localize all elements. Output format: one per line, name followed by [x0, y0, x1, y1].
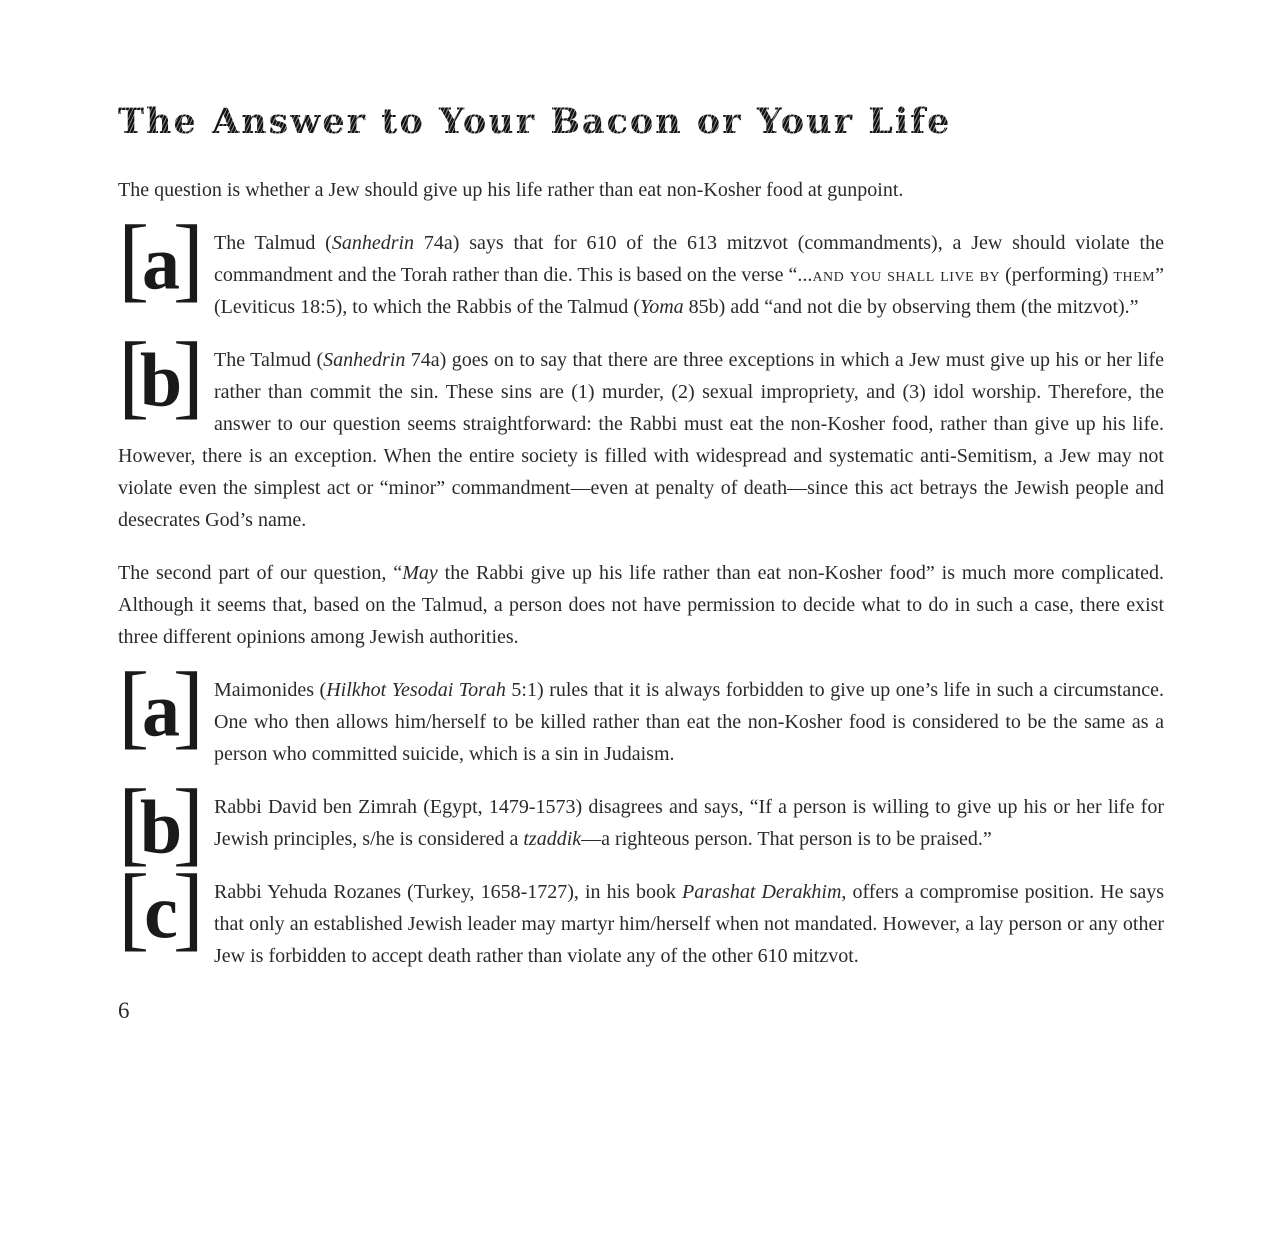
text-segment: 74a) goes on to say that there are three exceptions in which a Jew must give up his or her life rather than commit the sin. These sins are (1) murder, (2) sexual impropriety, and (3) idol worship. Therefore, the answer to our question seems straightforward: the Rabbi must eat the non-Kosher food, rather than give up his life. However, there is an exception. When the entire society is filled with widespread and systematic anti-Semitism, a Jew may not violate even the simplest act or “minor” commandment—even at penalty of death—since this act betrays the Jewish people and desecrates God’s name.: [118, 349, 1165, 532]
dropcap-b: [118, 785, 204, 870]
text-segment-i: Hilkhot Yesodai Torah: [326, 679, 506, 702]
text-segment-i: Sanhedrin: [323, 349, 406, 372]
dropcap-b: [118, 338, 204, 423]
text-segment: —a righteous person. That person is to be praised.”: [581, 828, 992, 851]
text-segment-i: Sanhedrin: [331, 232, 415, 255]
text-segment: The question is whether a Jew should give up his life rather than eat non-Kosher food at gunpoint.: [118, 179, 904, 202]
bracketed-paragraph-a: [118, 668, 1164, 770]
text-segment-i: Parashat Derakhim: [682, 881, 842, 904]
text-segment: the Rabbi give up his life rather than eat non-Kosher food” is much more complicated. Although it seems that, based on the Talmud, a person does not have permission to decide what to do in such a case, there exist three different opinions among Jewish authorities.: [118, 562, 1164, 649]
text-segment: 85b) add “and not die by observing them (the mitzvot).”: [683, 296, 1139, 319]
paragraph: [118, 174, 1164, 206]
dropcap-c: [118, 870, 204, 955]
paragraph: [118, 557, 1164, 653]
dropcap-letter: [ a: [142, 668, 180, 753]
dropcap-letter: [ c: [144, 870, 178, 955]
body-text: [118, 174, 1164, 972]
text-segment: Maimonides (: [214, 679, 327, 702]
text-segment: 74a) says that for 610 of the 613 mitzvot (commandments), a Jew should violate the commandment and the Torah rather than die. This is based on the verse “...: [214, 232, 1164, 287]
text-segment: 5:1) rules that it is always forbidden to give up one’s life in such a circumstance. One who then allows him/herself to be killed rather than eat the non-Kosher food is considered to be the same as a person who committed suicide, which is a sin in Judaism.: [214, 679, 1164, 766]
dropcap-letter: [ b: [139, 785, 183, 870]
text-segment-sc: them: [1113, 264, 1156, 287]
page-number: 6: [118, 998, 130, 1024]
bracketed-paragraph-b: [118, 338, 1165, 536]
dropcap-letter: [ b: [139, 338, 183, 423]
text-segment: , offers a compromise position. He says that only an established Jewish leader may martyr him/herself when not mandated. However, a lay person or any other Jew is forbidden to accept death rather than violate any of the other 610 mitzvot.: [214, 881, 1164, 968]
text-segment-i: tzaddik: [523, 828, 582, 851]
text-segment: The second part of our question, “: [118, 562, 403, 585]
bracketed-paragraph-a: [118, 221, 1164, 323]
text-segment: The Talmud (: [214, 232, 332, 255]
dropcap-letter: [ a: [142, 221, 180, 306]
text-segment-i: Yoma: [639, 296, 684, 319]
text-segment: The Talmud (: [214, 349, 324, 372]
page-title: The Answer to Your Bacon or Your Life: [118, 102, 1164, 142]
dropcap-a: [118, 668, 204, 753]
text-segment-i: May: [402, 562, 438, 585]
text-segment: Rabbi Yehuda Rozanes (Turkey, 1658-1727), in his book: [214, 881, 683, 904]
dropcap-a: [118, 221, 204, 306]
text-segment-sc: and you shall live by: [812, 264, 1001, 287]
bracketed-paragraph-c: [118, 870, 1164, 972]
text-segment: Rabbi David ben Zimrah (Egypt, 1479-1573) disagrees and says, “If a person is willing to give up his or her life for Jewish principles, s/he is considered a: [214, 796, 1164, 851]
bracketed-paragraph-b: [118, 785, 1164, 870]
text-segment: (performing): [1000, 264, 1114, 287]
text-segment: ” (Leviticus 18:5), to which the Rabbis of the Talmud (: [214, 264, 1164, 319]
